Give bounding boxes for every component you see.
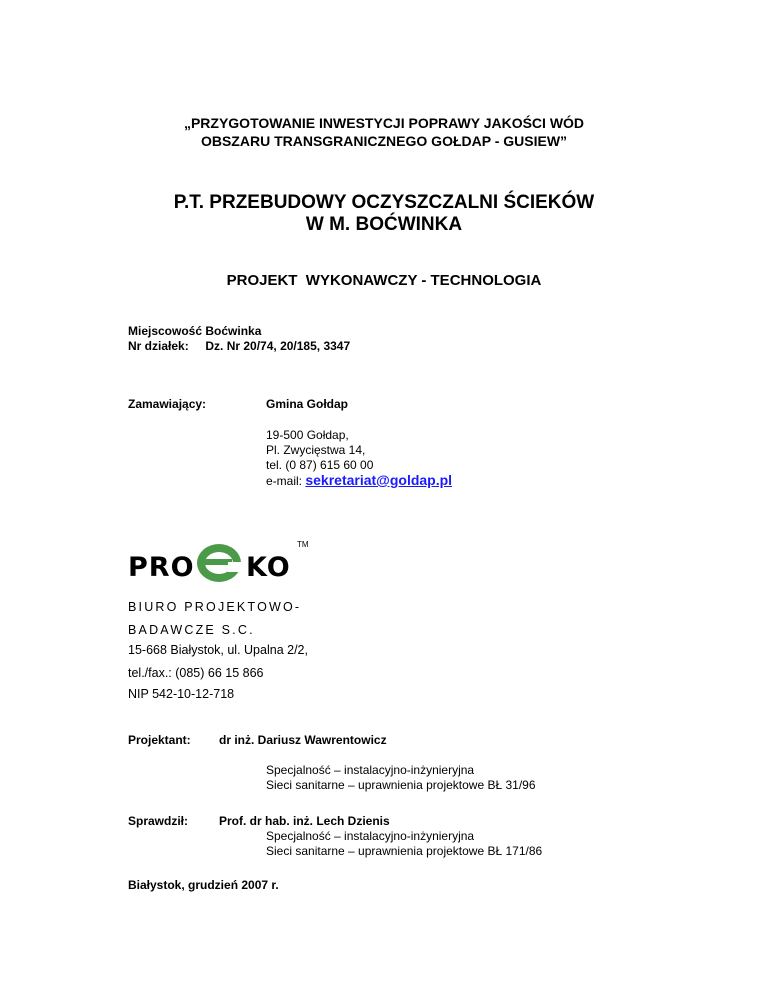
client-email-row bbox=[266, 473, 452, 489]
page-title-line2: W M. BOĆWINKA bbox=[305, 214, 463, 235]
reviewer-specialty: Specjalność – instalacyjno-inżynieryjna bbox=[266, 829, 475, 843]
logo-e-bar bbox=[202, 559, 232, 565]
project-header-line2: OBSZARU TRANSGRANICZNEGO GOŁDAP - GUSIEW” bbox=[200, 133, 568, 149]
reviewer-license: Sieci sanitarne – uprawnienia projektowe BŁ 171/86 bbox=[266, 844, 543, 858]
client-email-link[interactable]: sekretariat@goldap.pl bbox=[305, 472, 453, 488]
office-address: 15-668 Białystok, ul. Upalna 2/2, bbox=[128, 643, 308, 657]
client-address bbox=[266, 428, 452, 489]
office-name-line1: BIURO PROJEKTOWO- bbox=[128, 600, 302, 614]
proeko-logo-graphic bbox=[128, 538, 318, 588]
client-email-prefix: e-mail: bbox=[266, 474, 303, 488]
designer-license: Sieci sanitarne – uprawnienia projektowe BŁ 31/96 bbox=[266, 778, 536, 792]
page-title bbox=[0, 192, 768, 236]
plots-row bbox=[128, 339, 350, 354]
office-phone: tel./fax.: (085) 66 15 866 bbox=[128, 666, 264, 680]
place-date: Białystok, grudzień 2007 r. bbox=[128, 878, 279, 892]
logo-e-gap bbox=[228, 562, 244, 572]
office-name-line2: BADAWCZE S.C. bbox=[128, 623, 255, 637]
office-nip: NIP 542-10-12-718 bbox=[128, 687, 235, 701]
project-header bbox=[0, 114, 768, 150]
client-address-line2: Pl. Zwycięstwa 14, bbox=[266, 443, 366, 457]
location-block bbox=[128, 324, 350, 354]
logo-text-right: KO bbox=[246, 552, 291, 583]
logo-text-left: PRO bbox=[128, 552, 195, 583]
page-title-line1: P.T. PRZEBUDOWY OCZYSZCZALNI ŚCIEKÓW bbox=[173, 192, 595, 213]
reviewer-name: Prof. dr hab. inż. Lech Dzienis bbox=[219, 814, 390, 828]
location-name: Miejscowość Boćwinka bbox=[128, 324, 262, 338]
designer-specialty: Specjalność – instalacyjno-inżynieryjna bbox=[266, 763, 475, 777]
office-name bbox=[128, 596, 301, 642]
project-header-line1: „PRZYGOTOWANIE INWESTYCJI POPRAWY JAKOŚCI WÓD bbox=[183, 115, 585, 131]
client-phone: tel. (0 87) 615 60 00 bbox=[266, 458, 374, 472]
page-subtitle: PROJEKT WYKONAWCZY - TECHNOLOGIA bbox=[226, 272, 542, 289]
designer-credentials bbox=[266, 763, 536, 793]
reviewer-credentials bbox=[266, 829, 542, 859]
plots-value: Dz. Nr 20/74, 20/185, 3347 bbox=[205, 339, 351, 353]
client-address-line1: 19-500 Gołdap, bbox=[266, 428, 349, 442]
reviewer-label: Sprawdził: bbox=[128, 814, 189, 828]
proeko-logo bbox=[128, 538, 318, 588]
client-label: Zamawiający: bbox=[128, 397, 207, 411]
designer-label: Projektant: bbox=[128, 733, 191, 747]
designer-name: dr inż. Dariusz Wawrentowicz bbox=[219, 733, 387, 747]
plots-label: Nr działek: bbox=[128, 339, 189, 353]
client-name: Gmina Gołdap bbox=[266, 397, 349, 411]
logo-trademark: TM bbox=[297, 540, 309, 549]
